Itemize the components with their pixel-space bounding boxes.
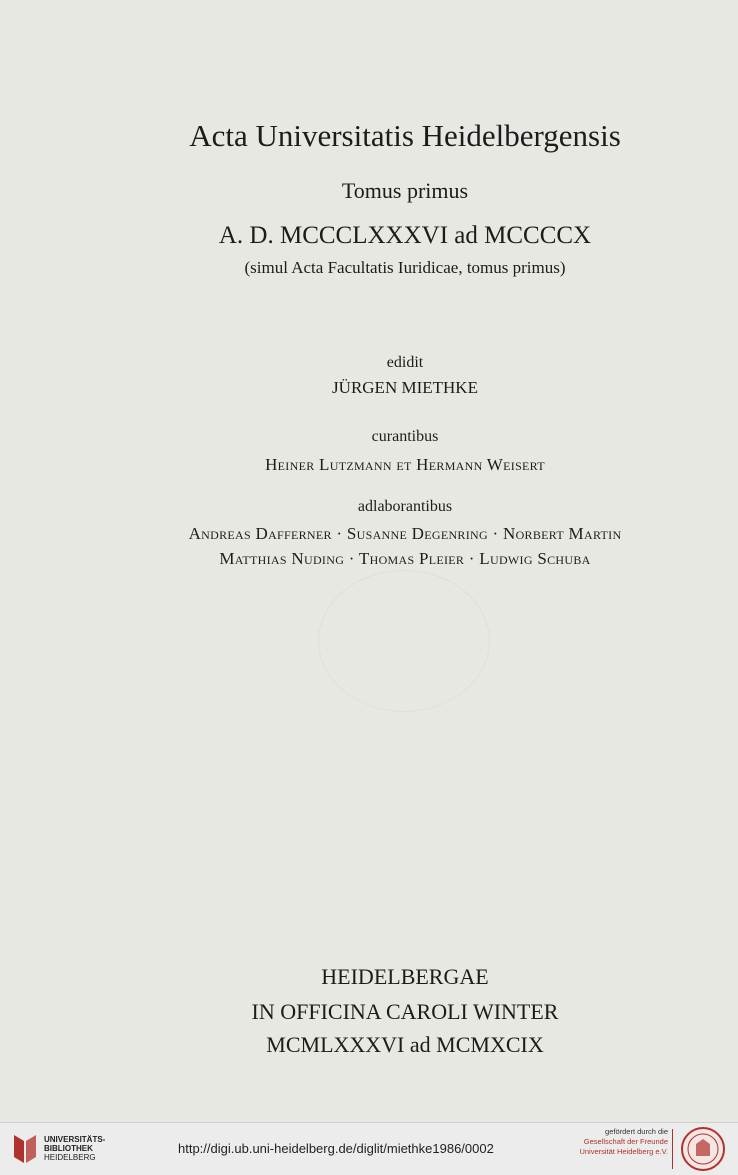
- editor-name: JÜRGEN MIETHKE: [332, 378, 478, 397]
- book-title: Acta Universitatis Heidelbergensis: [189, 118, 621, 153]
- imprint-place: HEIDELBERGAE: [321, 964, 489, 989]
- imprint-publisher: IN OFFICINA CAROLI WINTER: [251, 999, 559, 1024]
- library-name-line-1: UNIVERSITÄTS-: [44, 1135, 106, 1144]
- curantibus-label: curantibus: [371, 428, 439, 445]
- footer-divider: [672, 1129, 673, 1169]
- subtitle: (simul Acta Facultatis Iuridicae, tomus primus): [244, 258, 566, 277]
- library-name: [44, 1135, 105, 1162]
- viewer-footer: [0, 1122, 738, 1175]
- permalink-url[interactable]: http://digi.ub.uni-heidelberg.de/diglit/miethke1986/0002: [178, 1141, 494, 1156]
- adlaborantibus-label: adlaborantibus: [357, 498, 453, 515]
- sponsor-credit: [556, 1127, 668, 1157]
- sponsor-label: gefördert durch die: [605, 1127, 668, 1136]
- volume-label: Tomus primus: [341, 178, 469, 203]
- collaborators-line-1: Andreas Dafferner · Susanne Degenring · Norbert Martin: [188, 524, 622, 543]
- imprint-years: MCMLXXXVI ad MCMXCIX: [266, 1032, 544, 1057]
- sponsor-name-line-2: Universität Heidelberg e.V.: [579, 1147, 668, 1156]
- collaborators-line-2: Matthias Nuding · Thomas Pleier · Ludwig Schuba: [219, 549, 591, 568]
- sponsor-name-line-1: Gesellschaft der Freunde: [583, 1137, 668, 1146]
- university-seal-icon[interactable]: [680, 1126, 726, 1172]
- edidit-label: edidit: [386, 354, 424, 371]
- year-range: A. D. MCCCLXXXVI ad MCCCCX: [218, 222, 592, 249]
- curator-names: Heiner Lutzmann et Hermann Weisert: [265, 455, 545, 474]
- faint-seal-watermark: [318, 570, 490, 712]
- library-name-line-2: BIBLIOTHEK: [44, 1144, 93, 1153]
- library-name-line-3: HEIDELBERG: [44, 1153, 96, 1162]
- library-logo-icon[interactable]: [10, 1131, 38, 1167]
